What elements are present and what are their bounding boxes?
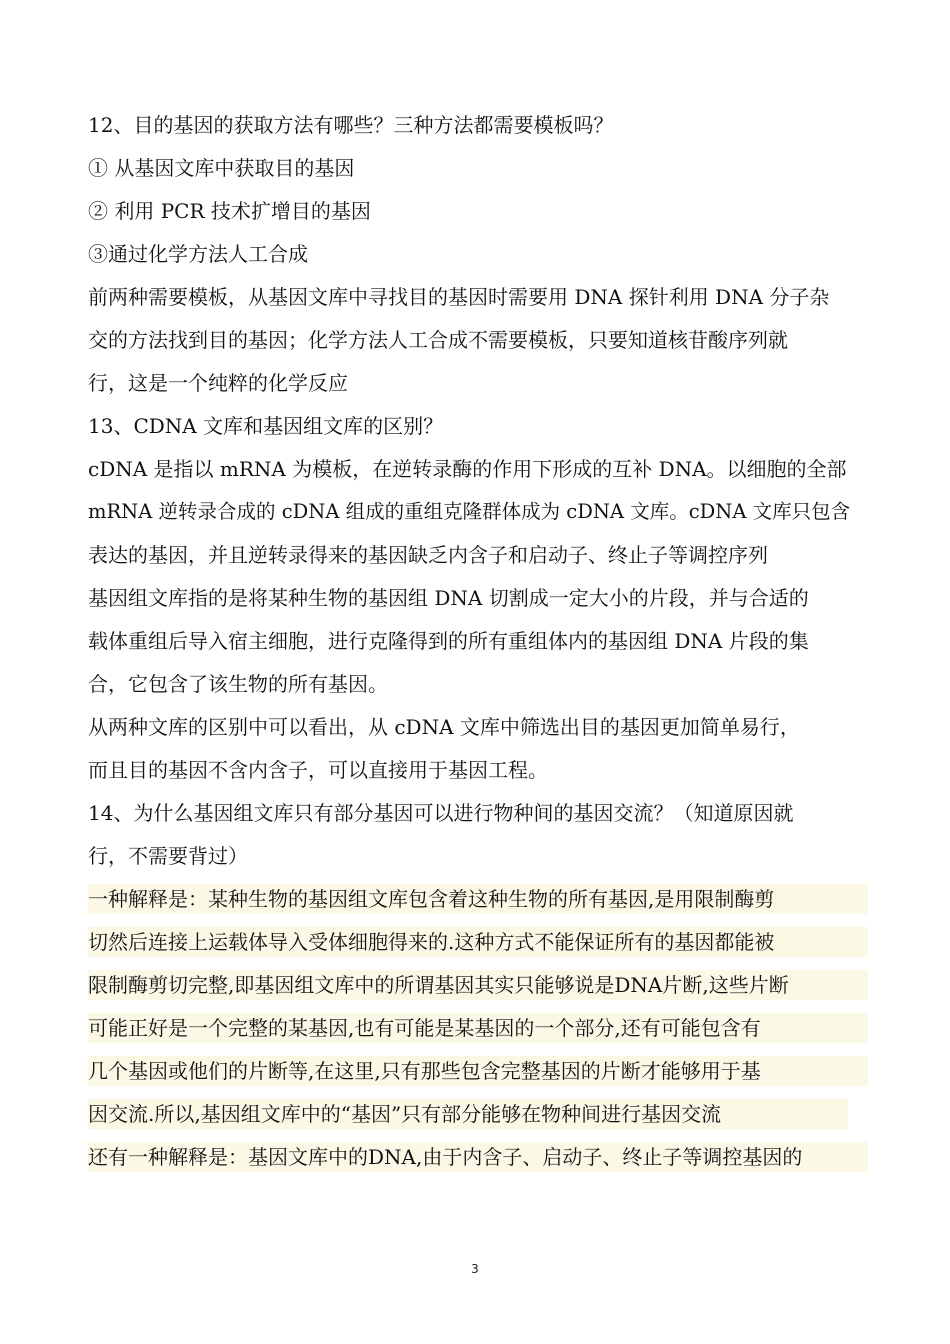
- method-2-item: ② 利用 PCR 技术扩增目的基因: [88, 199, 371, 223]
- highlighted-answer-line: 几个基因或他们的片断等,在这里,只有那些包含完整基因的片断才能够用于基: [88, 1056, 868, 1086]
- answer-12-line: 交的方法找到目的基因；化学方法人工合成不需要模板，只要知道核苷酸序列就: [88, 328, 788, 352]
- highlighted-answer-line: 可能正好是一个完整的某基因,也有可能是某基因的一个部分,还有可能包含有: [88, 1013, 868, 1043]
- answer-13-line: 合，它包含了该生物的所有基因。: [88, 672, 388, 696]
- answer-13-line: mRNA 逆转录合成的 cDNA 组成的重组克隆群体成为 cDNA 文库。cDNA 文库只包含: [88, 500, 851, 523]
- method-1-item: ① 从基因文库中获取目的基因: [88, 156, 355, 180]
- highlighted-answer-line: 切然后连接上运载体导入受体细胞得来的.这种方式不能保证所有的基因都能被: [88, 927, 868, 957]
- highlighted-answer-line: 限制酶剪切完整,即基因组文库中的所谓基因其实只能够说是DNA片断,这些片断: [88, 970, 868, 1000]
- answer-12-line: 前两种需要模板，从基因文库中寻找目的基因时需要用 DNA 探针利用 DNA 分子杂: [88, 285, 830, 309]
- highlighted-answer-line: 因交流.所以,基因组文库中的“基因”只有部分能够在物种间进行基因交流: [88, 1099, 848, 1129]
- method-3-item: ③通过化学方法人工合成: [88, 242, 308, 266]
- answer-12-line: 行，这是一个纯粹的化学反应: [88, 371, 348, 395]
- question-14-heading: 14、为什么基因组文库只有部分基因可以进行物种间的基因交流？（知道原因就: [88, 801, 794, 825]
- page-number: 3: [471, 1262, 479, 1276]
- answer-13-line: 基因组文库指的是将某种生物的基因组 DNA 切割成一定大小的片段，并与合适的: [88, 586, 809, 610]
- highlighted-answer-line: 一种解释是：某种生物的基因组文库包含着这种生物的所有基因,是用限制酶剪: [88, 884, 868, 914]
- highlighted-answer-line: 还有一种解释是：基因文库中的DNA,由于内含子、启动子、终止子等调控基因的: [88, 1142, 868, 1172]
- question-12-heading: 12、目的基因的获取方法有哪些？三种方法都需要模板吗？: [88, 113, 614, 137]
- answer-13-line: 而且目的基因不含内含子，可以直接用于基因工程。: [88, 758, 548, 782]
- answer-13-line: 载体重组后导入宿主细胞，进行克隆得到的所有重组体内的基因组 DNA 片段的集: [88, 629, 809, 653]
- answer-13-line: cDNA 是指以 mRNA 为模板，在逆转录酶的作用下形成的互补 DNA。以细胞的全部: [88, 457, 847, 481]
- answer-13-line: 表达的基因，并且逆转录得来的基因缺乏内含子和启动子、终止子等调控序列: [88, 543, 768, 567]
- question-13-heading: 13、CDNA 文库和基因组文库的区别？: [88, 414, 444, 438]
- answer-13-line: 从两种文库的区别中可以看出，从 cDNA 文库中筛选出目的基因更加简单易行，: [88, 715, 800, 739]
- question-14-heading: 行，不需要背过）: [88, 844, 248, 868]
